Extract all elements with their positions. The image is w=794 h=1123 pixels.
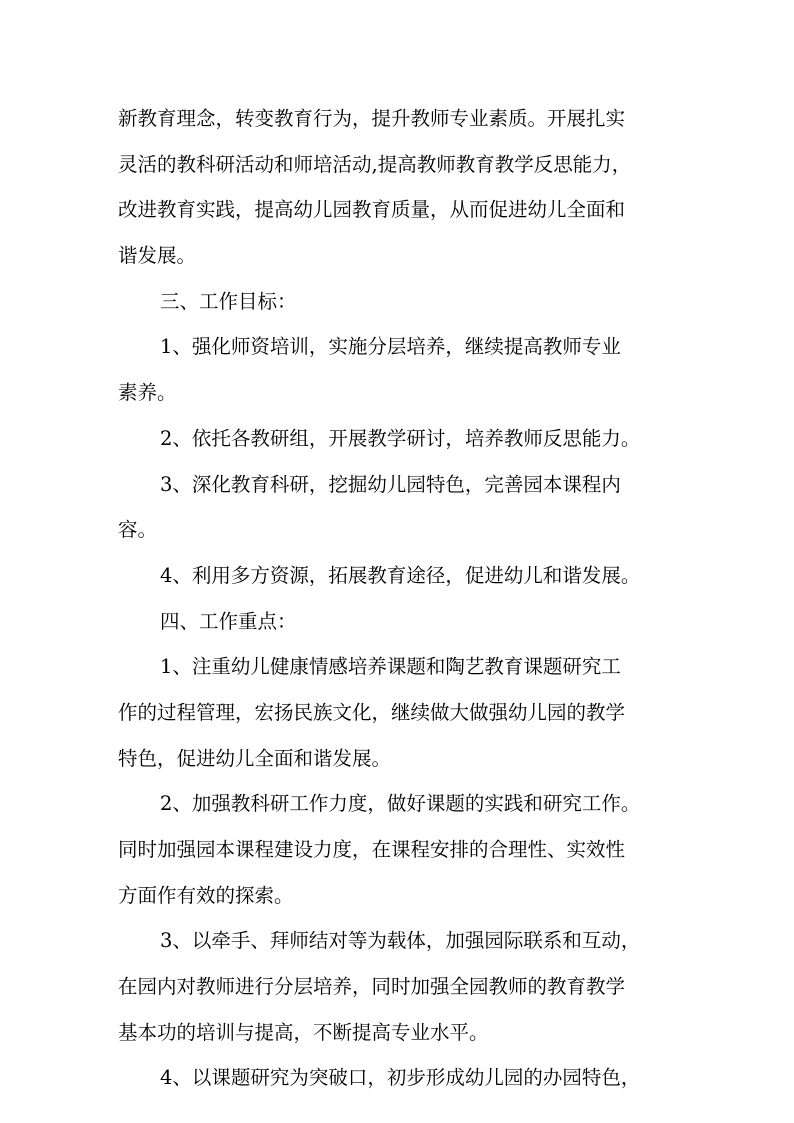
paragraph-line: 新教育理念，转变教育行为，提升教师专业素质。开展扎实 — [118, 107, 626, 130]
list-item-line: 容。 — [118, 518, 158, 542]
list-item-line: 3、深化教育科研，挖掘幼儿园特色，完善园本课程内 — [160, 472, 621, 496]
list-item-line: 2、依托各教研组，开展教学研讨，培养教师反思能力。 — [160, 426, 641, 450]
list-item-line: 在园内对教师进行分层培养，同时加强全园教师的教育教学 — [118, 975, 626, 999]
section-heading-focus: 四、工作重点： — [160, 609, 297, 633]
list-item-line: 基本功的培训与提高，不断提高专业水平。 — [118, 1020, 489, 1044]
list-item-line: 1、强化师资培训，实施分层培养，继续提高教师专业 — [160, 335, 621, 359]
paragraph-line: 改进教育实践，提高幼儿园教育质量，从而促进幼儿全面和 — [118, 198, 626, 222]
paragraph-line: 灵活的教科研活动和师培活动,提高教师教育教学反思能力， — [118, 152, 632, 176]
list-item-line: 方面作有效的探索。 — [118, 883, 294, 907]
list-item-line: 作的过程管理，宏扬民族文化，继续做大做强幼儿园的教学 — [118, 700, 626, 724]
list-item-line: 4、以课题研究为突破口，初步形成幼儿园的办园特色， — [160, 1066, 641, 1090]
list-item-line: 素养。 — [118, 381, 177, 405]
section-heading-goals: 三、工作目标： — [160, 289, 297, 313]
list-item-line: 2、加强教科研工作力度，做好课题的实践和研究工作。 — [160, 792, 641, 816]
list-item-line: 同时加强园本课程建设力度，在课程安排的合理性、实效性 — [118, 838, 626, 861]
list-item-line: 3、以牵手、拜师结对等为载体，加强园际联系和互动， — [160, 929, 641, 953]
list-item-line: 4、利用多方资源，拓展教育途径，促进幼儿和谐发展。 — [160, 563, 641, 587]
list-item-line: 1、注重幼儿健康情感培养课题和陶艺教育课题研究工 — [160, 655, 621, 679]
paragraph-line: 谐发展。 — [118, 244, 197, 268]
document-body — [118, 96, 698, 1101]
list-item-line: 特色，促进幼儿全面和谐发展。 — [118, 746, 392, 770]
